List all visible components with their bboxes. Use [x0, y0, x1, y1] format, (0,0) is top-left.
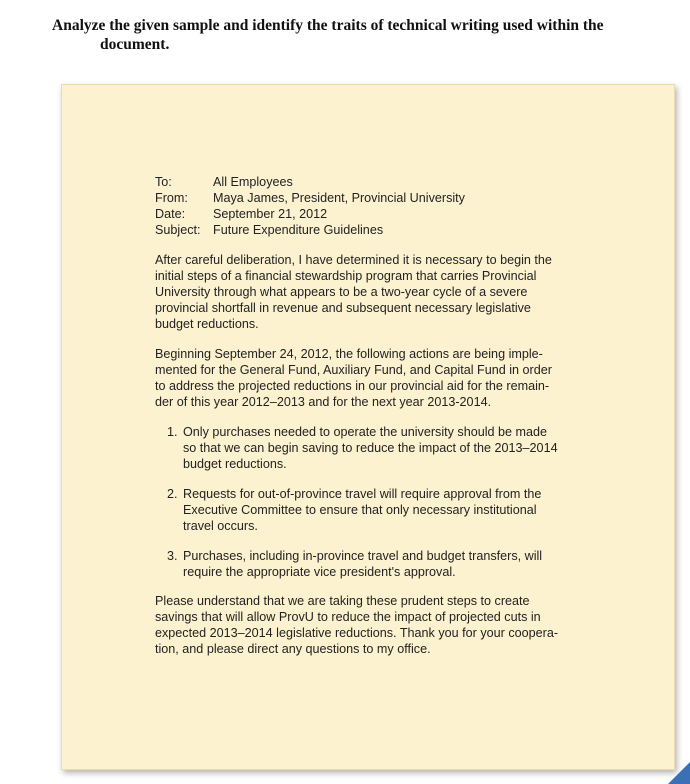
question-prompt [52, 16, 652, 54]
list-number: 1. [167, 425, 178, 439]
memo-paragraph-2 [155, 346, 587, 410]
text-line: budget reductions. [183, 457, 287, 471]
text-line: Only purchases needed to operate the university should be made [183, 425, 548, 439]
corner-triangle-shape [668, 762, 690, 784]
text-line: Executive Committee to ensure that only necessary institutional [183, 503, 537, 517]
header-label: Date: [155, 207, 186, 221]
memo-header-from [155, 190, 587, 206]
header-value: September 21, 2012 [213, 207, 328, 221]
memo-paragraph-3 [155, 593, 587, 657]
memo-paragraph-1 [155, 252, 587, 332]
text-line: require the appropriate vice president's approval. [183, 565, 456, 579]
list-item [167, 424, 587, 472]
text-line: Requests for out-of-province travel will require approval from the [183, 487, 542, 501]
text-line: Beginning September 24, 2012, the following actions are being imple- [155, 347, 543, 361]
text-line: der of this year 2012–2013 and for the next year 2013-2014. [155, 395, 492, 409]
header-label: To: [155, 175, 172, 189]
question-line-1: Analyze the given sample and identify the traits of technical writing used within the [52, 17, 604, 34]
header-label: From: [155, 191, 188, 205]
text-line: Please understand that we are taking these prudent steps to create [155, 594, 530, 608]
question-line-2: document. [100, 36, 170, 53]
memo-header [155, 174, 587, 238]
text-line: budget reductions. [155, 317, 259, 331]
text-line: travel occurs. [183, 519, 258, 533]
memo-header-subject [155, 222, 587, 238]
text-line: expected 2013–2014 legislative reductions. Thank you for your coopera- [155, 626, 559, 640]
list-number: 3. [167, 549, 178, 563]
text-line: mented for the General Fund, Auxiliary Fund, and Capital Fund in order [155, 363, 552, 377]
text-line: tion, and please direct any questions to my office. [155, 642, 431, 656]
text-line: to address the projected reductions in our provincial aid for the remain- [155, 379, 550, 393]
list-item [167, 486, 587, 534]
text-line: After careful deliberation, I have determined it is necessary to begin the [155, 253, 552, 267]
text-line: provincial shortfall in revenue and subsequent necessary legislative [155, 301, 531, 315]
list-number: 2. [167, 487, 178, 501]
memo-document [155, 174, 587, 657]
header-value: All Employees [213, 175, 293, 189]
text-line: so that we can begin saving to reduce the impact of the 2013–2014 [183, 441, 558, 455]
list-item [167, 548, 587, 580]
text-line: savings that will allow ProvU to reduce the impact of projected cuts in [155, 610, 541, 624]
list-text [183, 548, 587, 580]
text-line: University through what appears to be a two-year cycle of a severe [155, 285, 528, 299]
memo-header-date [155, 206, 587, 222]
list-text [183, 486, 587, 534]
header-value: Future Expenditure Guidelines [213, 223, 384, 237]
text-line: initial steps of a financial stewardship program that carries Provincial [155, 269, 537, 283]
list-text [183, 424, 587, 472]
header-label: Subject: [155, 223, 201, 237]
header-value: Maya James, President, Provincial University [213, 191, 465, 205]
memo-header-to [155, 174, 587, 190]
text-line: Purchases, including in-province travel and budget transfers, will [183, 549, 543, 563]
corner-triangle-icon [668, 762, 690, 784]
memo-action-list [155, 424, 587, 580]
